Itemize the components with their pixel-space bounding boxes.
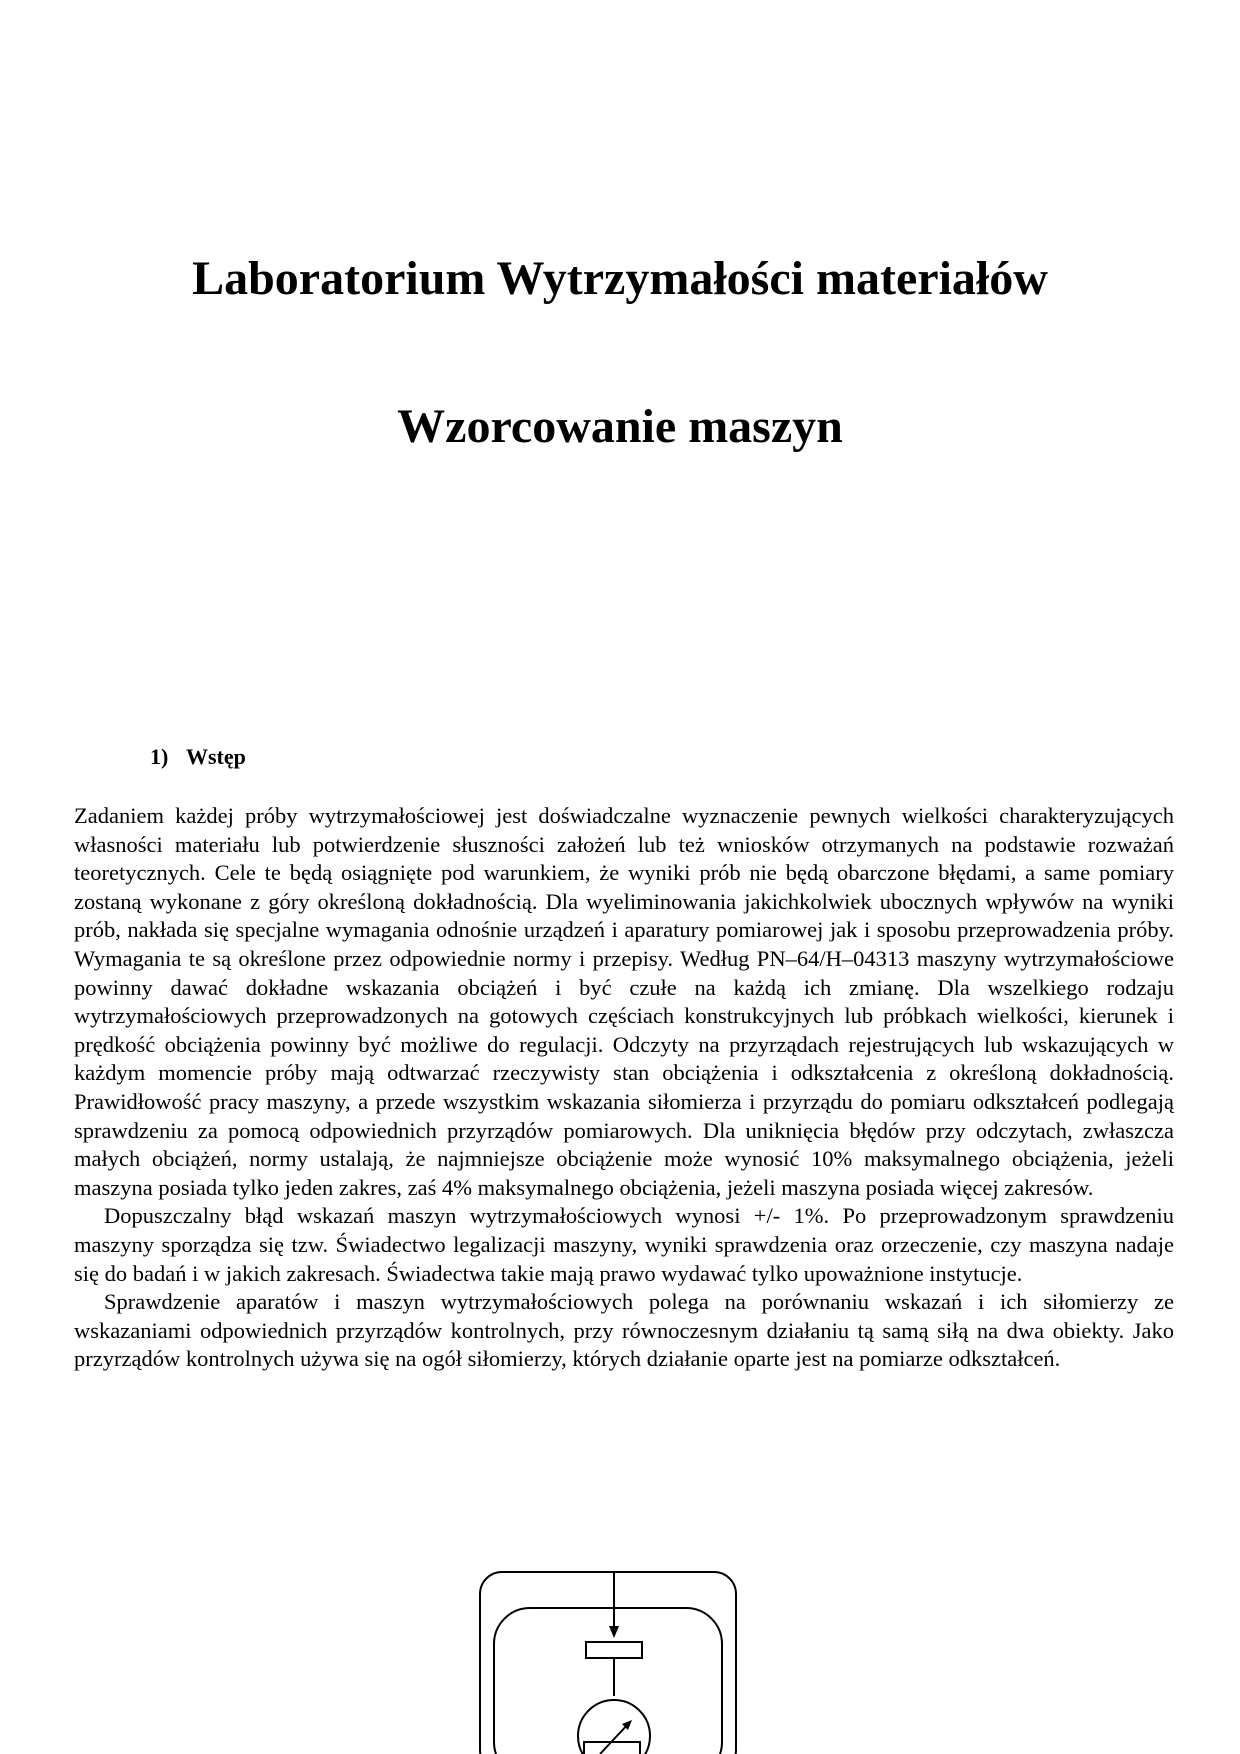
load-plate	[586, 1642, 642, 1658]
document-subtitle: Wzorcowanie maszyn	[397, 400, 843, 453]
document-title: Laboratorium Wytrzymałości materiałów	[192, 252, 1048, 305]
load-arrow-head	[609, 1626, 619, 1638]
section-title: Wstęp	[186, 744, 246, 769]
paragraph-2: Dopuszczalny błąd wskazań maszyn wytrzymałościowych wynosi +/- 1%. Po przeprowadzonym sprawdzeniu maszyny sporządza się tzw. Świadectwo legalizacji maszyny, wyniki sprawdzenia oraz orzeczenie, czy maszyna nadaje się do badań i w jakich zakresach. Świadectwa takie mają prawo wydawać tylko upoważnione instytucje.	[74, 1203, 1174, 1286]
section-number: 1)	[150, 744, 169, 769]
outer-frame	[480, 1572, 736, 1754]
gauge-base	[584, 1742, 640, 1754]
body-text	[74, 802, 1174, 1374]
paragraph-1: Zadaniem każdej próby wytrzymałościowej jest doświadczalne wyznaczenie pewnych wielkości charakteryzujących własności materiału lub potwierdzenie słuszności założeń lub też wniosków otrzymanych na podstawie rozważań teoretycznych. Cele te będą osiągnięte pod warunkiem, że wyniki prób nie będą obarczone błędami, a same pomiary zostaną wykonane z góry określoną dokładnością. Dla wyeliminowania jakichkolwiek ubocznych wpływów na wyniki prób, nakłada się specjalne wymagania odnośnie urządzeń i aparatury pomiarowej jak i sposobu przeprowadzenia próby. Wymagania te są określone przez odpowiednie normy i przepisy. Według PN–64/H–04313 maszyny wytrzymałościowe powinny dawać dokładne wskazania obciążeń i być czułe na każdą ich zmianę. Dla wszelkiego rodzaju wytrzymałościowych przeprowadzonych na gotowych częściach konstrukcyjnych lub próbkach wielkości, kierunek i prędkość obciążenia powinny być możliwe do regulacji. Odczyty na przyrządach rejestrujących lub wskazujących w każdym momencie próby mają odtwarzać rzeczywisty stan obciążenia i odkształcenia z określoną dokładnością. Prawidłowość pracy maszyny, a przede wszystkim wskazania siłomierza i przyrządu do pomiaru odkształceń podlegają sprawdzeniu za pomocą odpowiednich przyrządów pomiarowych. Dla uniknięcia błędów przy odczytach, zwłaszcza małych obciążeń, normy ustalają, że najmniejsze obciążenie może wynosić 10% maksymalnego obciążenia, jeżeli maszyna posiada tylko jeden zakres, zaś 4% maksymalnego obciążenia, jeżeli maszyna posiada więcej zakresów.	[74, 803, 1174, 1200]
dynamometer-diagram	[478, 1570, 738, 1754]
inner-frame	[494, 1608, 722, 1754]
paragraph-3: Sprawdzenie aparatów i maszyn wytrzymałościowych polega na porównaniu wskazań i ich siłomierzy ze wskazaniami odpowiednich przyrządów kontrolnych, przy równoczesnym działaniu tą samą siłą na dwa obiekty. Jako przyrządów kontrolnych używa się na ogół siłomierzy, których działanie oparte jest na pomiarze odkształceń.	[74, 1289, 1174, 1372]
section-heading	[150, 744, 246, 770]
